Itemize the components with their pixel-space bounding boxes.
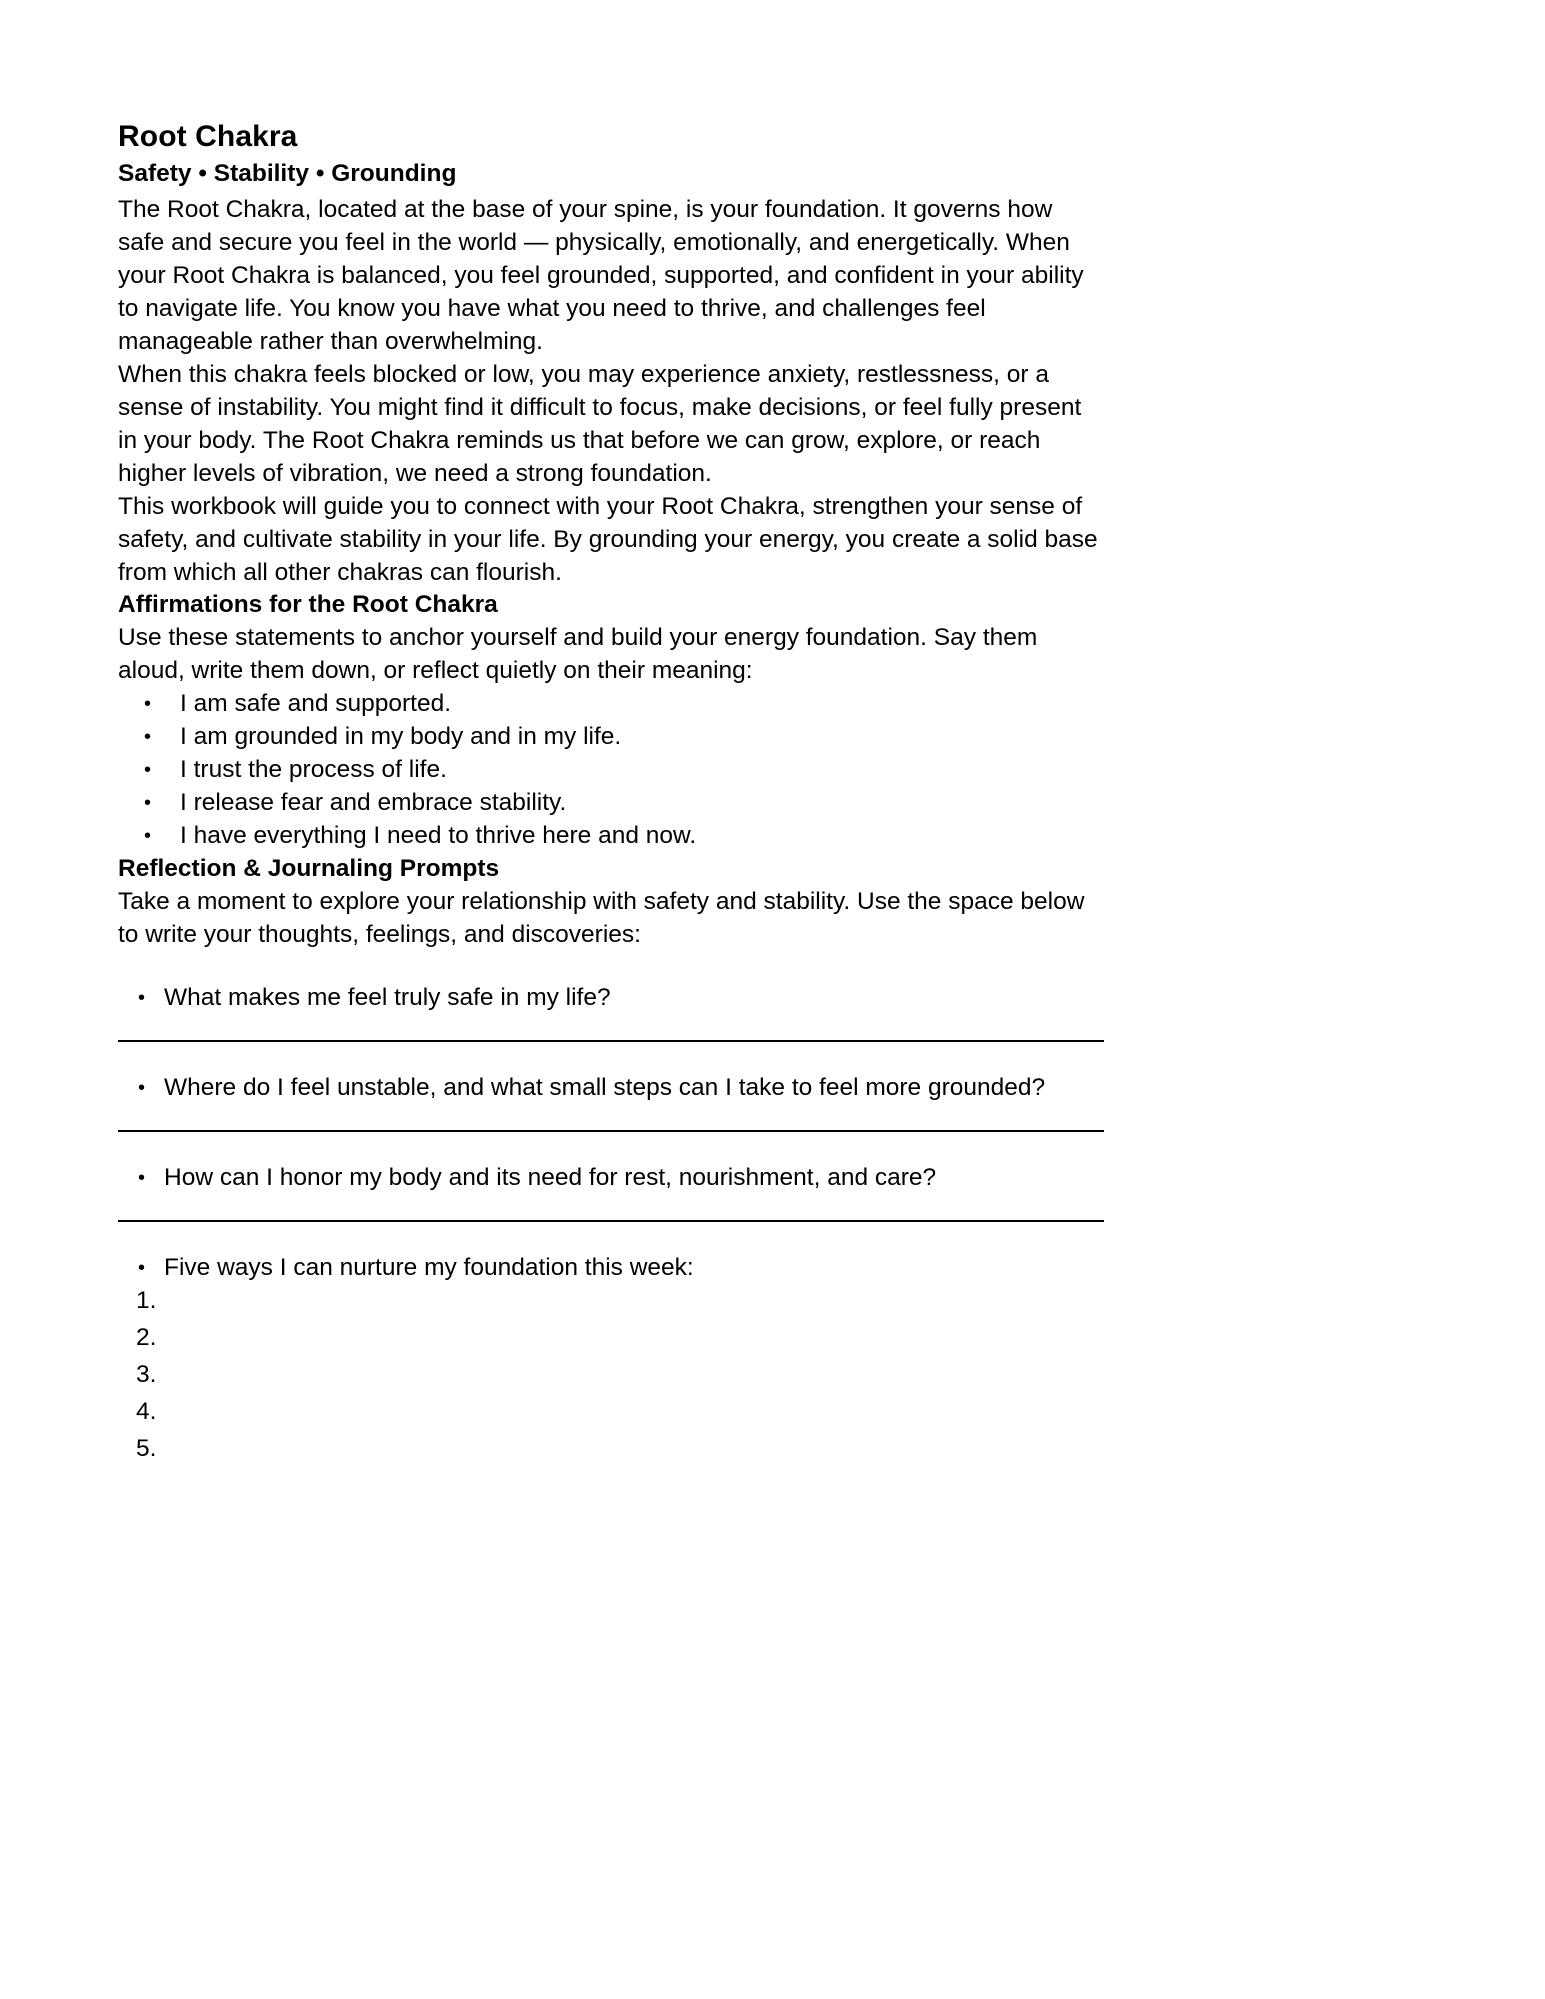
affirmations-list	[118, 688, 1104, 853]
list-item: • What makes me feel truly safe in my life?	[118, 982, 1104, 1015]
numbered-entry-1[interactable]	[118, 1285, 1104, 1313]
numbered-entry-5[interactable]	[118, 1433, 1104, 1461]
journal-prompt-block-2	[118, 1072, 1104, 1132]
affirmations-heading: Affirmations for the Root Chakra	[118, 591, 498, 619]
list-item: • I have everything I need to thrive here and now.	[118, 820, 1104, 853]
list-item: • Five ways I can nurture my foundation this week:	[118, 1252, 1104, 1285]
list-item: • I release fear and embrace stability.	[118, 787, 1104, 820]
writing-line-1[interactable]	[118, 1040, 1104, 1042]
reflection-intro: Take a moment to explore your relationship with safety and stability. Use the space below to write your thoughts, feelings, and discoveries:	[118, 887, 1085, 948]
journal-prompt-list-2	[118, 1072, 1104, 1105]
journal-prompt-list-3	[118, 1162, 1104, 1195]
intro-paragraph-3: This workbook will guide you to connect with your Root Chakra, strengthen your sense of safety, and cultivate stability in your life. By grounding your energy, you create a solid base from which all other chakras can flourish.	[118, 492, 1098, 586]
numbered-entry-4[interactable]	[118, 1396, 1104, 1424]
writing-line-3[interactable]	[118, 1220, 1104, 1222]
list-item: • I am safe and supported.	[118, 688, 1104, 721]
numbered-entry-3[interactable]	[118, 1359, 1104, 1387]
reflection-heading: Reflection & Journaling Prompts	[118, 854, 500, 882]
numbered-entry-2[interactable]	[118, 1322, 1104, 1350]
list-item: • How can I honor my body and its need for rest, nourishment, and care?	[118, 1162, 1104, 1195]
page-subtitle: Safety • Stability • Grounding	[118, 160, 457, 188]
list-item: • Where do I feel unstable, and what small steps can I take to feel more grounded?	[118, 1072, 1104, 1105]
final-prompt-list	[118, 1252, 1104, 1285]
intro-paragraph-2: When this chakra feels blocked or low, you may experience anxiety, restlessness, or a sense of instability. You might find it difficult to focus, make decisions, or feel fully present in your body. The Root Chakra reminds us that before we can grow, explore, or reach higher levels of vibration, we need a strong foundation.	[118, 360, 1082, 487]
list-item: • I am grounded in my body and in my life.	[118, 721, 1104, 754]
document-content	[118, 118, 1104, 1470]
final-prompt-block	[118, 1252, 1104, 1461]
journal-prompt-list-1	[118, 982, 1104, 1015]
affirmations-intro: Use these statements to anchor yourself and build your energy foundation. Say them aloud, write them down, or reflect quietly on their meaning:	[118, 624, 1038, 685]
journal-prompt-block-1	[118, 982, 1104, 1042]
journal-prompt-block-3	[118, 1162, 1104, 1222]
writing-line-2[interactable]	[118, 1130, 1104, 1132]
page-title: Root Chakra	[118, 120, 298, 153]
numbered-answer-list	[118, 1285, 1104, 1461]
list-item: • I trust the process of life.	[118, 754, 1104, 787]
intro-paragraph-1: The Root Chakra, located at the base of your spine, is your foundation. It governs how safe and secure you feel in the world — physically, emotionally, and energetically. When your Root Chakra is balanced, you feel grounded, supported, and confident in your ability to navigate life. You know you have what you need to thrive, and challenges feel manageable rather than overwhelming.	[118, 196, 1084, 355]
